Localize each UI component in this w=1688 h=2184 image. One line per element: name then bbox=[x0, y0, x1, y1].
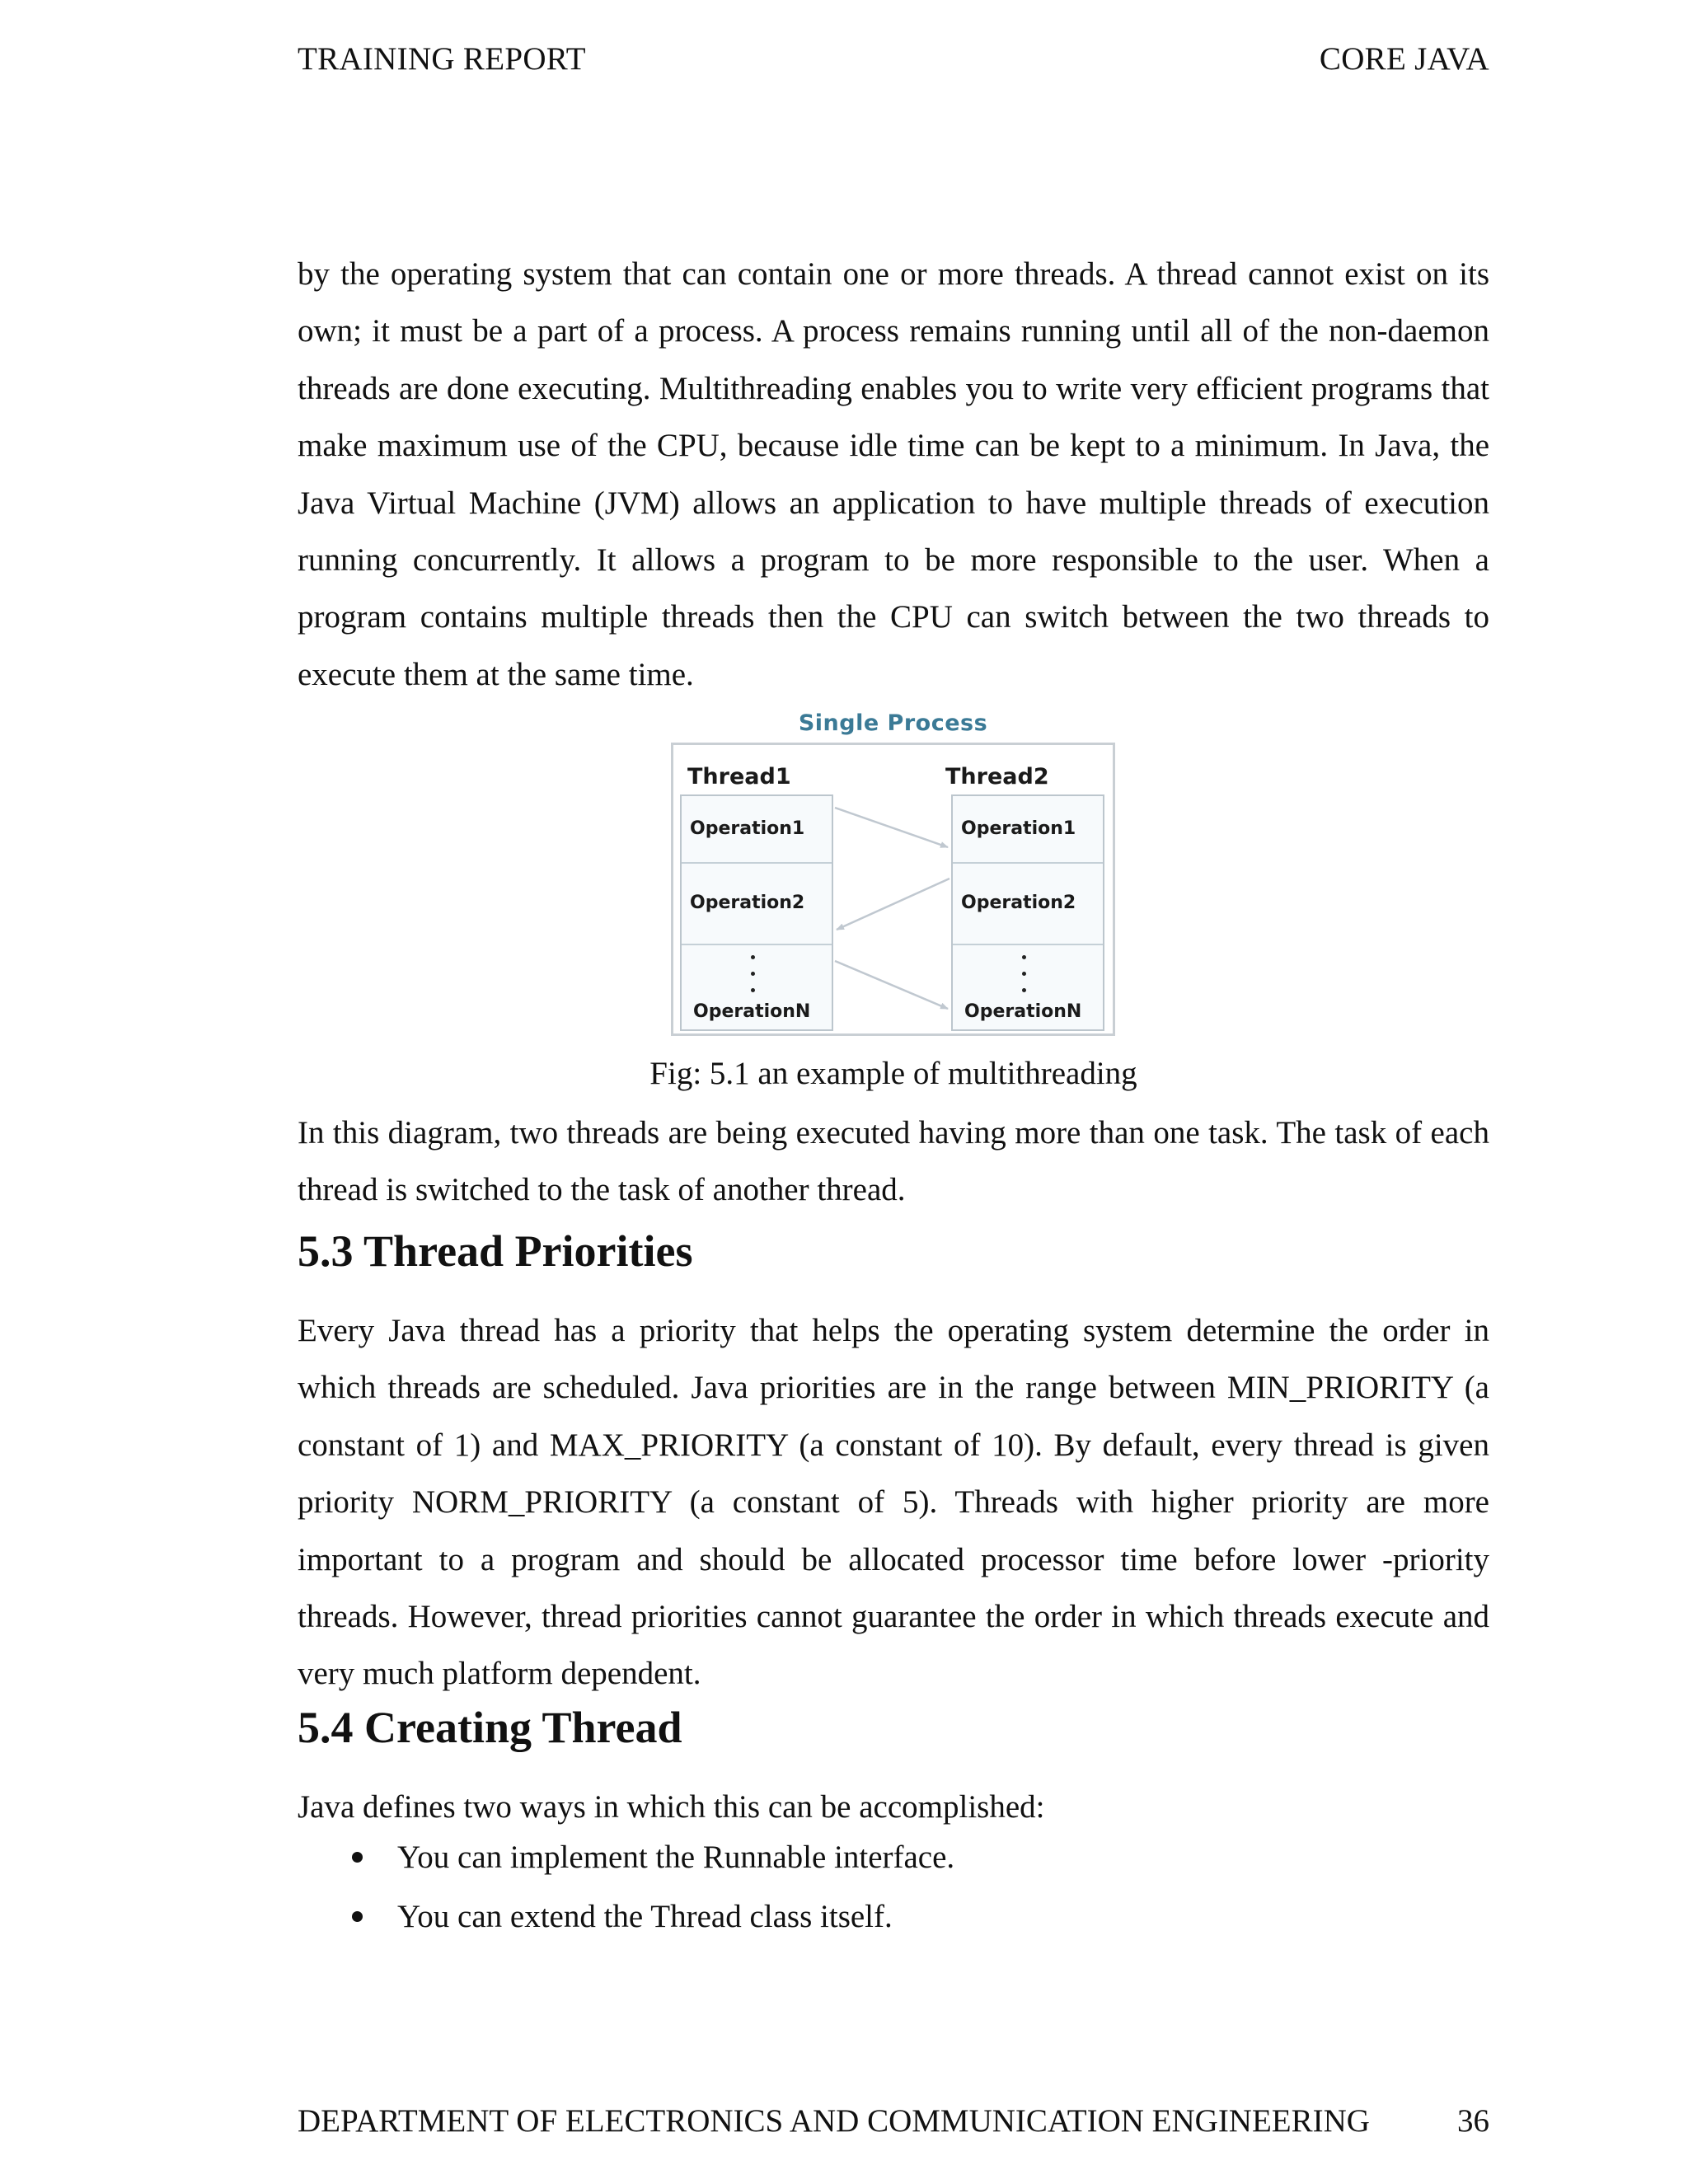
page-header bbox=[298, 40, 1489, 79]
thread1-operation2 bbox=[682, 864, 832, 945]
thread2-column bbox=[951, 794, 1104, 1031]
thread1-label: Thread1 bbox=[687, 764, 791, 790]
bullet-icon bbox=[352, 1852, 363, 1863]
thread2-operation2 bbox=[953, 864, 1103, 945]
operation-label: OperationN bbox=[693, 1001, 811, 1022]
list-item bbox=[298, 1828, 1489, 1887]
thread1-operation1 bbox=[682, 796, 832, 864]
arrow-t1-to-t2opN bbox=[835, 961, 948, 1009]
operation-label: OperationN bbox=[964, 1001, 1082, 1022]
page-footer bbox=[298, 2102, 1489, 2141]
figure-caption: Fig: 5.1 an example of multithreading bbox=[649, 1056, 1137, 1091]
heading-thread-priorities: 5.3 Thread Priorities bbox=[298, 1226, 693, 1276]
arrow-t1op1-to-t2op1 bbox=[835, 808, 948, 847]
thread1-operationN bbox=[682, 945, 832, 1029]
operation-label: Operation2 bbox=[961, 893, 1076, 913]
operation-label: Operation1 bbox=[690, 818, 805, 839]
thread2-label: Thread2 bbox=[945, 764, 1049, 790]
creation-methods-list bbox=[298, 1828, 1489, 1947]
arrow-t2op1-to-t1op2 bbox=[837, 879, 950, 930]
thread1-column bbox=[680, 794, 833, 1031]
diagram-explanation-paragraph: In this diagram, two threads are being executed having more than one task. The task of each thread is switched to the task of another thread. bbox=[298, 1115, 1489, 1208]
ellipsis-dots bbox=[751, 949, 756, 998]
bullet-icon bbox=[352, 1911, 363, 1922]
list-item bbox=[298, 1887, 1489, 1947]
list-item-text: You can extend the Thread class itself. bbox=[397, 1899, 893, 1934]
page-number: 36 bbox=[1457, 2103, 1489, 2139]
priorities-paragraph: Every Java thread has a priority that helps the operating system determine the order in which threads are scheduled. Java priorities are in the range between MIN_PRIORITY (a constant of 1) and MAX_PRIORITY (a constant of 10). By default, every thread is given priority NORM_PRIORITY (a constant of 5). Threads with higher priority are more important to a program and should be allocated processor time before lower -priority threads. However, thread priorities cannot guarantee the order in which threads execute and very much platform dependent. bbox=[298, 1313, 1489, 1692]
thread2-operation1 bbox=[953, 796, 1103, 864]
header-report-title: TRAINING REPORT bbox=[298, 41, 586, 77]
intro-paragraph: by the operating system that can contain one or more threads. A thread cannot exist on its own; it must be a part of a process. A process remains running until all of the non-daemon threads are done executing. Multithreading enables you to write very efficient programs that make maximum use of the CPU, because idle time can be kept to a minimum. In Java, the Java Virtual Machine (JVM) allows an application to have multiple threads of execution running concurrently. It allows a program to be more responsible to the user. When a program contains multiple threads then the CPU can switch between the two threads to execute them at the same time. bbox=[298, 256, 1489, 692]
operation-label: Operation2 bbox=[690, 893, 805, 913]
creating-intro-paragraph: Java defines two ways in which this can be accomplished: bbox=[298, 1789, 1045, 1825]
header-subject: CORE JAVA bbox=[1319, 41, 1489, 77]
figure-title: Single Process bbox=[798, 710, 988, 736]
list-item-text: You can implement the Runnable interface. bbox=[397, 1840, 955, 1875]
thread2-operationN bbox=[953, 945, 1103, 1029]
ellipsis-dots bbox=[1022, 949, 1027, 998]
heading-creating-thread: 5.4 Creating Thread bbox=[298, 1703, 682, 1752]
footer-department: DEPARTMENT OF ELECTRONICS AND COMMUNICATION ENGINEERING bbox=[298, 2103, 1370, 2139]
operation-label: Operation1 bbox=[961, 818, 1076, 839]
multithreading-diagram bbox=[671, 743, 1115, 1036]
